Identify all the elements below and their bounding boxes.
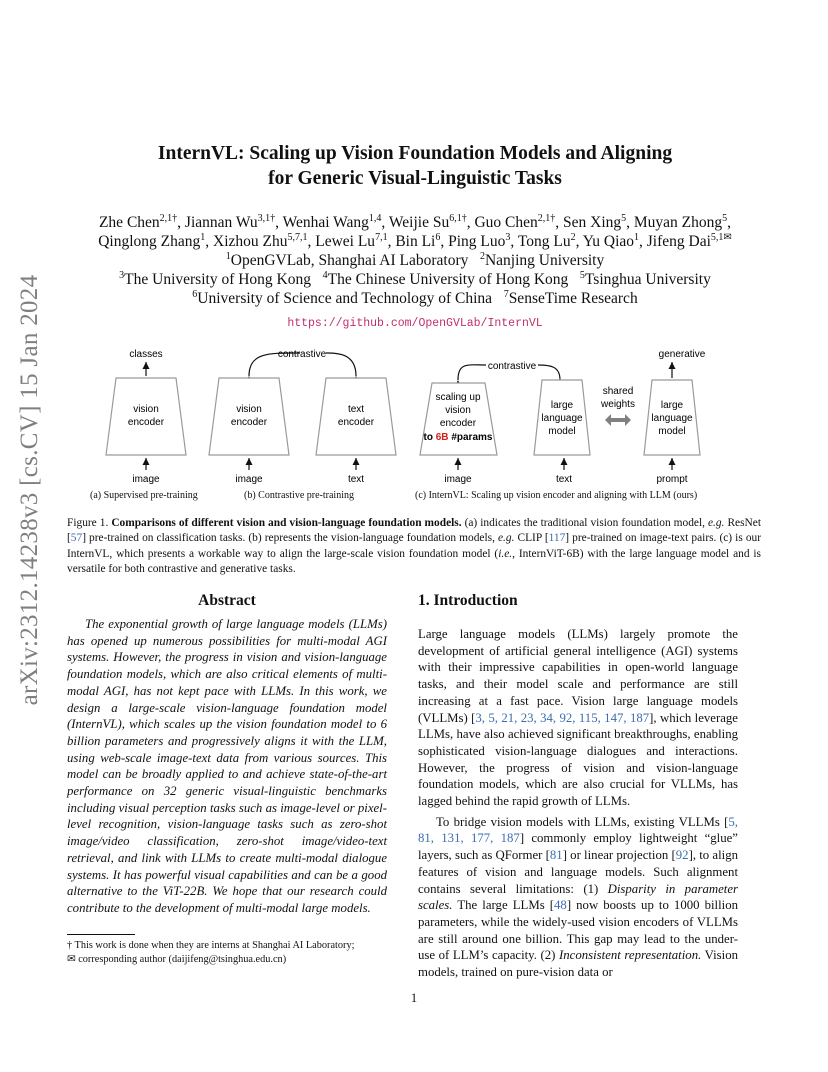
label-generative: generative [658, 349, 706, 360]
citation-link[interactable]: 117 [548, 532, 566, 545]
footnote-rule [67, 934, 135, 935]
intro-paragraph-1: Large language models (LLMs) largely promote the development of artificial general intelligence (AGI) systems with their impressive capabilities in open-world language tasks, and their model scale and performance are still increasing at a fast pace. Vision large language models (VLLMs) [3, 5, 21, 23, 34, 92, 115, 147, 187], which leverage LLMs, have also achieved significant breakthroughs, enabling sophisticated vision-language dialogues and interactions. However, the progress of vision and vision-language foundation models, which are also crucial for VLLMs, has lagged behind the rapid growth of LLMs. [418, 627, 738, 809]
footnote: † This work is done when they are interns at Shanghai AI Laboratory; ✉ corresponding author (daijifeng@tsinghua.edu.cn) [67, 940, 355, 965]
citation-link[interactable]: 3, 5, 21, 23, 34, 92, 115, 147, 187 [475, 710, 650, 725]
svg-text:vision: vision [133, 404, 159, 415]
subcaption-a: (a) Supervised pre-training [90, 490, 198, 501]
subcaption-b: (b) Contrastive pre-training [244, 490, 354, 501]
svg-text:encoder: encoder [439, 418, 477, 429]
author-block: Zhe Chen$^{2,1\dagger}$, Jiannan $Wu^{3,1\dagger}$, Wenhai Wang$^{1,4}$, Weijie $Su^{6,1\dagger}$, Guo Chen$^{2,1\dagger}$, Sen Xing$^5$, Muyan Zhong$^5$, Qinglong Zhang$^1$, Xizhou Zhu$^{5,7,1}$, Lewei Lu$^{7,1}$, Bin Li$^6$, Ping Luo$^3$, Tong Lu$^2$, Yu Qiao$^1$, Jifeng Dai$^{5,1✉}$ $^1$OpenGVLab, Shanghai AI Laboratory $^2$Nanjing University $^3$The University of Hong Kong $^4$The Chinese University of Hong Kong $^5$Tsinghua University $^6$University of Science and Technology of China $^7$SenseTime Research [98, 212, 732, 307]
subcaption-c: (c) InternVL: Scaling up vision encoder and aligning with LLM (ours) [415, 490, 698, 501]
svg-text:language: language [651, 413, 693, 424]
svg-text:scaling up: scaling up [435, 392, 481, 403]
citation-link[interactable]: 48 [554, 898, 567, 913]
citation-link[interactable]: 57 [70, 532, 83, 545]
svg-text:encoder: encoder [230, 417, 268, 428]
intro-paragraph-2: To bridge vision models with LLMs, existing VLLMs [5, 81, 131, 177, 187] commonly employ lightweight “glue” layers, such as QFormer [81] or linear projection [92], to align features of vision and language models. Such alignment contains several limitations: (1) Disparity in parameter scales. The large LLMs [48] now boosts up to 1000 billion parameters, while the widely-used vision encoders of VLLMs are still around one billion. This gap may lead to the under-use of LLM’s capacity. (2) Inconsistent representation. Vision models, trained on pure-vision data or [418, 814, 739, 980]
label-classes: classes [129, 349, 163, 360]
abstract-body: The exponential growth of large language models (LLMs) has opened up numerous possibilities for multi-modal AGI systems. However, the progress in vision and vision-language foundation models, which are also critical elements of multi-modal AGI, has not kept pace with LLMs. In this work, we design a large-scale vision-language foundation model (InternVL), which scales up the vision foundation model to 6 billion parameters and progressively aligns it with the LLM, using web-scale image-text data from various sources. This model can be broadly applied to and achieve state-of-the-art performance on 32 generic visual-linguistic benchmarks including visual perception tasks such as image-level or pixel-level recognition, vision-language tasks such as zero-shot image/video classification, zero-shot image/video-text retrieval, and link with LLMs to create multi-modal dialogue systems. It has powerful visual capabilities and can be a good alternative to the ViT-22B. We hope that our research could contribute to the development of multi-modal large models. [67, 617, 387, 915]
title-line-2: for Generic Visual-Linguistic Tasks [268, 168, 562, 189]
svg-text:vision: vision [445, 405, 471, 416]
figure-1-caption: Figure 1. Comparisons of different vision and vision-language foundation models. (a) indicates the traditional vision foundation model, e.g. ResNet [57] pre-trained on classification tasks. (b) represents the vision-language foundation models, e.g. CLIP [117] pre-trained on image-text pairs. (c) is our InternVL, which presents a workable way to align the large-scale vision foundation model (i.e., InternViT-6B) with the large language model and is versatile for both contrastive and generative tasks. [67, 517, 761, 576]
svg-text:language: language [541, 413, 583, 424]
label-image-a: image [132, 474, 160, 485]
label-contrastive-b: contrastive [277, 349, 327, 360]
shared-weights-arrow-icon [605, 414, 631, 426]
label-text-b: text [347, 474, 365, 485]
panel-c [420, 349, 706, 485]
citation-link[interactable]: 92 [675, 848, 689, 863]
label-contrastive-c: contrastive [487, 361, 537, 372]
abstract-heading: Abstract [198, 592, 256, 609]
svg-text:text: text [347, 404, 365, 415]
svg-text:to 6B #params: to 6B #params [423, 432, 493, 443]
arxiv-identifier: arXiv:2312.14238v3 [cs.CV] 15 Jan 2024 [16, 274, 43, 706]
paper-title [90, 141, 740, 191]
page-number: 1 [410, 991, 418, 1005]
label-image-c: image [444, 474, 472, 485]
label-text-c: text [555, 474, 573, 485]
panel-a [106, 349, 186, 485]
title-line-1: InternVL: Scaling up Vision Foundation Models and Aligning [157, 143, 673, 164]
svg-text:large: large [660, 400, 684, 411]
svg-text:weights: weights [601, 399, 635, 410]
svg-text:shared: shared [602, 386, 634, 397]
label-prompt-c: prompt [656, 474, 688, 485]
svg-text:encoder: encoder [337, 417, 375, 428]
svg-text:encoder: encoder [127, 417, 165, 428]
svg-text:model: model [548, 426, 576, 437]
github-link[interactable]: https://github.com/OpenGVLab/InternVL [287, 317, 543, 330]
citation-link[interactable]: 5, 81, 131, 177, 187 [418, 814, 738, 846]
svg-text:vision: vision [236, 404, 262, 415]
label-image-b: image [235, 474, 263, 485]
svg-text:model: model [658, 426, 686, 437]
svg-text:large: large [550, 400, 574, 411]
citation-link[interactable]: 81 [549, 848, 563, 863]
introduction-heading: 1. Introduction [418, 592, 518, 609]
introduction-body [418, 626, 738, 981]
figure-1-diagram [0, 340, 828, 490]
panel-b [209, 349, 396, 485]
